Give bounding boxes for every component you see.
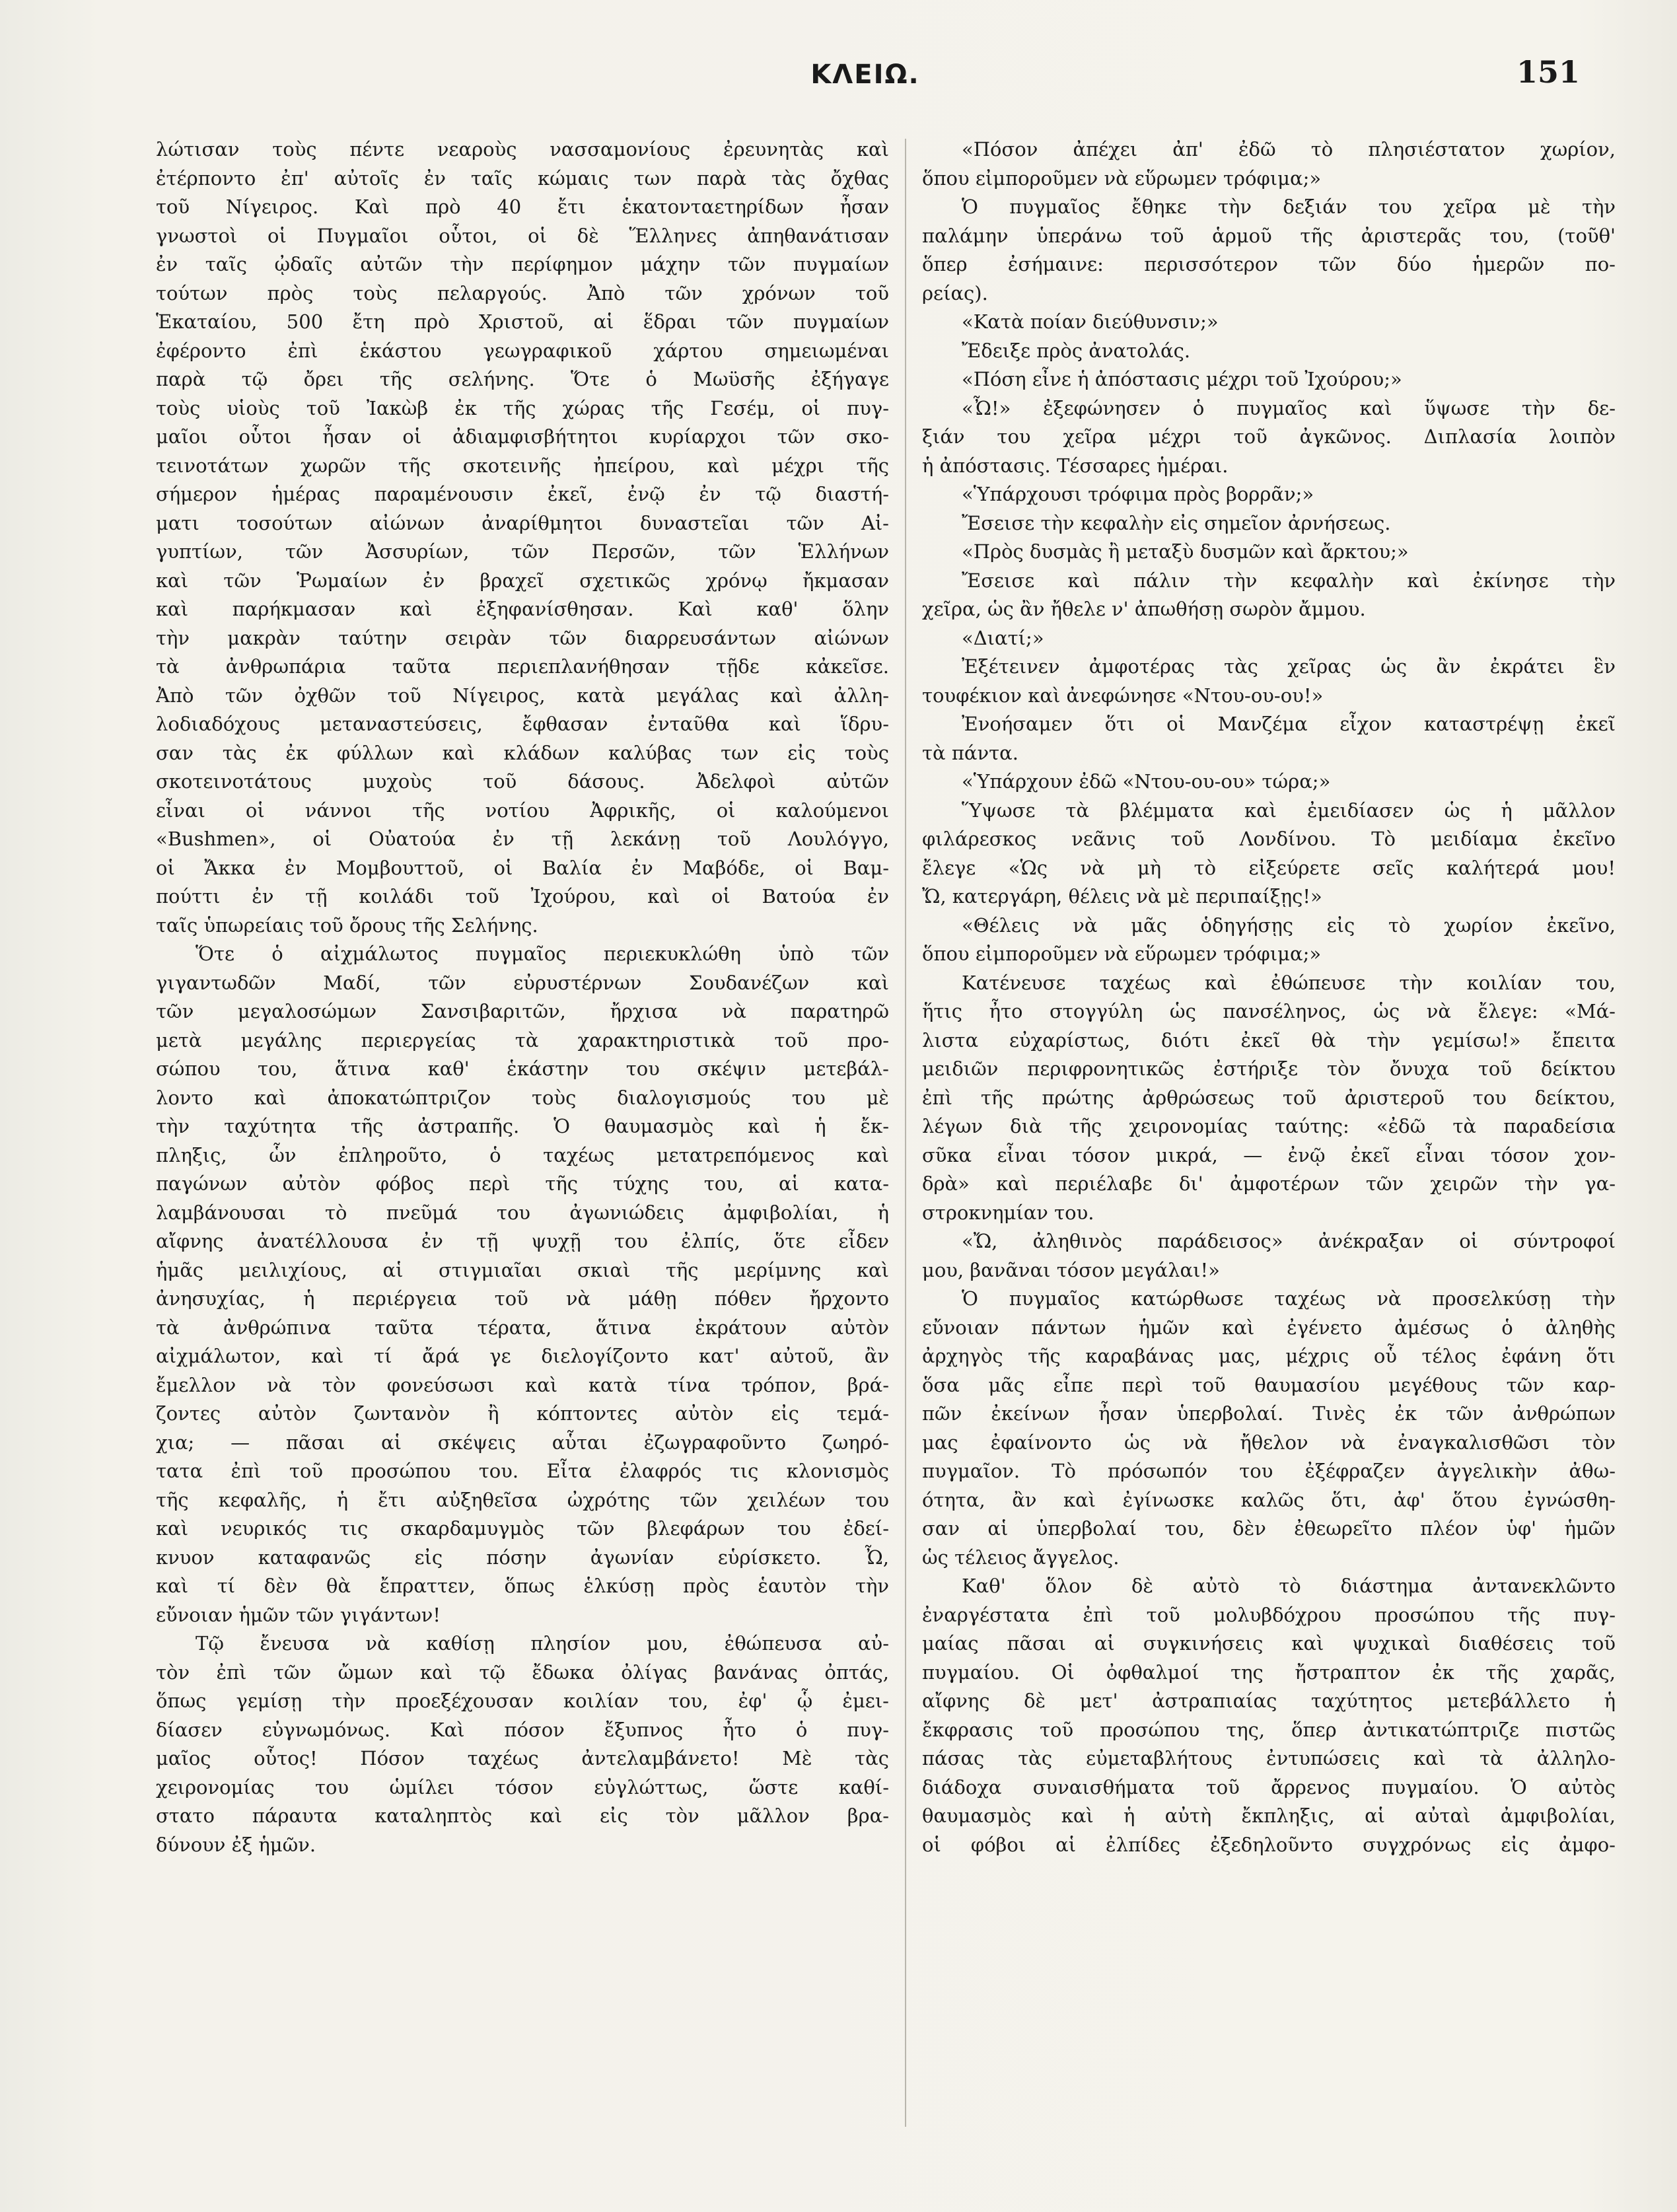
text-line: λιστα εὐχαρίστως, διότι ἐκεῖ θὰ τὴν γεμίσω!» ἔπειτα xyxy=(922,1028,1616,1052)
text-line: διάδοχα συναισθήματα τοῦ ἄρρενος πυγμαίου. Ὁ αὐτὸς xyxy=(922,1775,1616,1799)
text-line: τὰ ἀνθρωπάρια ταῦτα περιεπλανήθησαν τῇδε κἀκεῖσε. xyxy=(156,655,889,678)
text-line: Ἀπὸ τῶν ὀχθῶν τοῦ Νίγειρος, κατὰ μεγάλας καὶ ἀλλη- xyxy=(156,684,889,707)
text-line: καὶ τῶν Ῥωμαίων ἐν βραχεῖ σχετικῶς χρόνῳ ἤκμασαν xyxy=(156,569,889,592)
paragraph xyxy=(922,394,1616,481)
paragraph xyxy=(922,567,1616,624)
text-line: αἴφνης δὲ μετ' ἀστραπιαίας ταχύτητος μετεβάλλετο ἡ xyxy=(922,1690,1616,1712)
paragraph xyxy=(922,911,1616,969)
paragraph xyxy=(922,653,1616,710)
text-line: ἥτις ἦτο στογγύλη ὡς πανσέληνος, ὡς νὰ ἔλεγε: «Μά- xyxy=(922,1000,1616,1022)
text-line: ἐναργέστατα ἐπὶ τοῦ μολυβδόχρου προσώπου τῆς πυγ- xyxy=(922,1603,1616,1626)
text-line: φιλάρεσκος νεᾶνις τοῦ Λονδίνου. Τὸ μειδίαμα ἐκεῖνο xyxy=(922,828,1616,850)
text-line: χειρονομίας του ὡμίλει τόσον εὐγλώττως, ὥστε καθί- xyxy=(156,1775,889,1799)
text-line: «Bushmen», οἱ Οὐατούα ἐν τῇ λεκάνῃ τοῦ Λουλόγγο, xyxy=(156,828,889,850)
text-line: Ὁ πυγμαῖος κατώρθωσε ταχέως νὰ προσελκύσῃ τὴν xyxy=(962,1287,1616,1310)
text-line: μειδιῶν περιφρονητικῶς ἐστήριξε τὸν ὄνυχα τοῦ δείκτου xyxy=(922,1057,1616,1080)
text-line: σκοτεινοτάτους μυχοὺς τοῦ δάσους. Ἀδελφοὶ αὐτῶν xyxy=(156,770,889,793)
text-line: αἰχμάλωτον, καὶ τί ἄρά γε διελογίζοντο κατ' αὐτοῦ, ἂν xyxy=(156,1345,889,1367)
text-line: δύνουν ἐξ ἡμῶν. xyxy=(156,1833,316,1856)
text-line: Ἐξέτεινεν ἀμφοτέρας τὰς χεῖρας ὡς ἂν ἐκράτει ἓν xyxy=(962,655,1616,678)
text-line: λώτισαν τοὺς πέντε νεαροὺς νασσαμονίους ἐρευνητὰς καὶ xyxy=(156,138,889,161)
paragraph xyxy=(922,710,1616,767)
text-line: παρὰ τῷ ὄρει τῆς σελήνης. Ὅτε ὁ Μωϋσῆς ἐξήγαγε xyxy=(156,368,889,390)
paragraph xyxy=(922,509,1616,538)
journal-title: ΚΛΕΙΩ. xyxy=(810,59,920,90)
text-line: σῦκα εἶναι τόσον μικρά, — ἐνῷ ἐκεῖ εἶναι τόσον χον- xyxy=(922,1143,1616,1166)
text-line: ἀνησυχίας, ἡ περιέργεια τοῦ νὰ μάθῃ πόθεν ἤρχοντο xyxy=(156,1287,889,1310)
text-line: ἡμᾶς μειλιχίους, αἱ στιγμιαῖαι σκιαὶ τῆς μερίμνης καὶ xyxy=(156,1258,889,1281)
paragraph xyxy=(156,1629,889,1859)
text-line: Ἔδειξε πρὸς ἀνατολάς. xyxy=(962,339,1191,362)
text-line: «Πρὸς δυσμὰς ἢ μεταξὺ δυσμῶν καὶ ἄρκτου;» xyxy=(962,540,1409,563)
paragraph xyxy=(922,365,1616,394)
text-line: τατα ἐπὶ τοῦ προσώπου του. Εἶτα ἐλαφρός τις κλονισμὸς xyxy=(156,1460,889,1482)
text-line: ἀρχηγὸς τῆς καραβάνας μας, μέχρις οὗ τέλος ἐφάνη ὅτι xyxy=(922,1345,1616,1367)
text-line: τούτων πρὸς τοὺς πελαργούς. Ἀπὸ τῶν χρόνων τοῦ xyxy=(156,281,889,304)
text-line: ἔλεγε «Ὡς νὰ μὴ τὸ εἰξεύρετε σεῖς καλήτερά μου! xyxy=(922,856,1616,879)
text-line: μας ἐφαίνοντο ὡς νὰ ἤθελον νὰ ἐναγκαλισθῶσι τὸν xyxy=(922,1431,1616,1454)
text-line: παγώνων αὐτὸν φόβος περὶ τῆς τύχης του, αἱ κατα- xyxy=(156,1172,889,1195)
text-line: Ἑκαταίου, 500 ἔτη πρὸ Χριστοῦ, αἱ ἕδραι τῶν πυγμαίων xyxy=(156,310,889,333)
text-line: μου, βανᾶναι τόσον μεγάλαι!» xyxy=(922,1258,1220,1281)
text-line: ὅπου εἰμποροῦμεν νὰ εὕρωμεν τρόφιμα;» xyxy=(922,166,1322,190)
text-line: λαμβάνουσαι τὸ πνεῦμά του ἀγωνιώδεις ἀμφιβολίαι, ἡ xyxy=(156,1201,889,1224)
text-line: «Θέλεις νὰ μᾶς ὁδηγήσῃς εἰς τὸ χωρίον ἐκεῖνο, xyxy=(962,913,1616,937)
text-line: ὅπου εἰμποροῦμεν νὰ εὕρωμεν τρόφιμα;» xyxy=(922,943,1322,965)
text-line: «Ὑπάρχουσι τρόφιμα πρὸς βορρᾶν;» xyxy=(962,483,1314,505)
text-line: εἶναι οἱ νάννοι τῆς νοτίου Ἀφρικῆς, οἱ καλούμενοι xyxy=(156,799,889,822)
text-line: ἔμελλον νὰ τὸν φονεύσωσι καὶ κατὰ τίνα τρόπον, βρά- xyxy=(156,1373,889,1396)
text-line: ἐφέροντο ἐπὶ ἑκάστου γεωγραφικοῦ χάρτου σημειωμέναι xyxy=(156,339,889,362)
text-line: ξιάν του χεῖρα μέχρι τοῦ ἀγκῶνος. Διπλασία λοιπὸν xyxy=(922,425,1616,448)
text-line: λοδιαδόχους μεταναστεύσεις, ἔφθασαν ἐνταῦθα καὶ ἵδρυ- xyxy=(156,713,889,735)
text-line: ὡς τέλειος ἄγγελος. xyxy=(922,1546,1120,1569)
paragraph xyxy=(922,1572,1616,1859)
text-line: μαίας πᾶσαι αἱ συγκινήσεις καὶ ψυχικαὶ διαθέσεις τοῦ xyxy=(922,1632,1616,1655)
text-line: ταῖς ὑπωρείαις τοῦ ὄρους τῆς Σελήνης. xyxy=(156,913,538,937)
left-column xyxy=(156,135,889,2157)
text-line: καὶ νευρικός τις σκαρδαμυγμὸς τῶν βλεφάρων του ἐδεί- xyxy=(156,1517,889,1540)
right-column xyxy=(922,135,1616,2157)
text-line: ρείας). xyxy=(922,281,988,304)
text-line: πυγμαίου. Οἱ ὀφθαλμοί της ἤστραπτον ἐκ τῆς χαρᾶς, xyxy=(922,1660,1616,1684)
text-line: οἱ φόβοι αἱ ἐλπίδες ἐξεδηλοῦντο συγχρόνως εἰς ἀμφο- xyxy=(922,1833,1616,1856)
text-line: μαῖος οὗτος! Πόσον ταχέως ἀντελαμβάνετο! Μὲ τὰς xyxy=(156,1747,889,1769)
paragraph xyxy=(922,797,1616,911)
text-line: τὰ ἀνθρώπινα ταῦτα τέρατα, ἅτινα ἐκράτουν αὐτὸν xyxy=(156,1316,889,1339)
text-line: αἴφνης ἀνατέλλουσα ἐν τῇ ψυχῇ του ἐλπίς, ὅτε εἶδεν xyxy=(156,1230,889,1252)
text-line: καὶ παρήκμασαν καὶ ἐξηφανίσθησαν. Καὶ καθ' ὅλην xyxy=(156,598,889,620)
text-line: πάσας τὰς εὐμεταβλήτους ἐντυπώσεις καὶ τὰ ἀλληλο- xyxy=(922,1747,1616,1769)
text-line: γιγαντωδῶν Μαδί, τῶν εὐρυστέρνων Σουδανέζων καὶ xyxy=(156,971,889,994)
text-line: δίασεν εὐγνωμόνως. Καὶ πόσον ἔξυπνος ἦτο ὁ πυγ- xyxy=(156,1718,889,1741)
text-line: χια; — πᾶσαι αἱ σκέψεις αὗται ἐζωγραφοῦντο ζωηρό- xyxy=(156,1431,889,1454)
text-line: «Ὤ, ἀληθινὸς παράδεισος» ἀνέκραξαν οἱ σύντροφοί xyxy=(962,1230,1616,1252)
text-line: τὴν ταχύτητα τῆς ἀστραπῆς. Ὁ θαυμασμὸς καὶ ἡ ἔκ- xyxy=(156,1115,889,1137)
column-divider xyxy=(905,139,906,2127)
text-line: τοὺς υἱοὺς τοῦ Ἰακὼβ ἐκ τῆς χώρας τῆς Γεσέμ, οἱ πυγ- xyxy=(156,396,889,419)
text-line: γυπτίων, τῶν Ἀσσυρίων, τῶν Περσῶν, τῶν Ἑλλήνων xyxy=(156,540,889,563)
paragraph xyxy=(922,480,1616,509)
text-line: «Ὑπάρχουν ἐδῶ «Ντου-ου-ου» τώρα;» xyxy=(962,770,1331,793)
text-line: ὅπως γεμίσῃ τὴν προεξέχουσαν κοιλίαν του, ἐφ' ᾧ ἐμει- xyxy=(156,1690,889,1712)
text-line: πούττι ἐν τῇ κοιλάδι τοῦ Ἰχούρου, καὶ οἱ Βατούα ἐν xyxy=(156,885,889,908)
paragraph xyxy=(922,1227,1616,1285)
paragraph xyxy=(922,337,1616,366)
text-line: ἔκφρασις τοῦ προσώπου της, ὅπερ ἀντικατώπτριζε πιστῶς xyxy=(922,1718,1616,1741)
text-line: τὴν μακρὰν ταύτην σειρὰν τῶν διαρρευσάντων αἰώνων xyxy=(156,626,889,649)
paragraph xyxy=(922,308,1616,337)
text-line: Ἐνοήσαμεν ὅτι οἱ Μανζέμα εἶχον καταστρέψῃ ἐκεῖ xyxy=(962,713,1616,735)
text-line: Ὤ, κατεργάρη, θέλεις νὰ μὲ περιπαίξῃς!» xyxy=(922,885,1322,908)
text-line: σαν αἱ ὑπερβολαί του, δὲν ἐθεωρεῖτο πλέον ὑφ' ἡμῶν xyxy=(922,1517,1616,1540)
page-number: 151 xyxy=(1516,54,1580,90)
text-line: ἐπὶ τῆς πρώτης ἀρθρώσεως τοῦ ἀριστεροῦ του δείκτου, xyxy=(922,1086,1616,1109)
text-line: «Πόσον ἀπέχει ἀπ' ἐδῶ τὸ πλησιέστατον χωρίον, xyxy=(962,138,1616,161)
text-line: λέγων διὰ τῆς χειρονομίας ταύτης: «ἐδῶ τὰ παραδείσια xyxy=(922,1115,1616,1137)
paragraph xyxy=(922,193,1616,308)
text-line: ἡ ἀπόστασις. Τέσσαρες ἡμέραι. xyxy=(922,454,1229,477)
text-line: παλάμην ὑπεράνω τοῦ ἁρμοῦ τῆς ἀριστερᾶς του, (τοῦθ' xyxy=(922,224,1616,247)
text-line: Τῷ ἔνευσα νὰ καθίσῃ πλησίον μου, ἐθώπευσα αὐ- xyxy=(196,1632,889,1655)
text-line: λοντο καὶ ἀποκατώπτριζον τοὺς διαλογισμούς του μὲ xyxy=(156,1086,889,1109)
text-line: εὔνοιαν ἡμῶν τῶν γιγάντων! xyxy=(156,1603,441,1626)
text-line: στατο πάραυτα καταληπτὸς καὶ εἰς τὸν μᾶλλον βρα- xyxy=(156,1804,889,1827)
text-line: ἐν ταῖς ᾠδαῖς αὐτῶν τὴν περίφημον μάχην τῶν πυγμαίων xyxy=(156,253,889,275)
text-line: τὸν ἐπὶ τῶν ὤμων καὶ τῷ ἔδωκα ὀλίγας βανάνας ὀπτάς, xyxy=(156,1660,889,1684)
text-line: κνυον καταφανῶς εἰς πόσην ἀγωνίαν εὑρίσκετο. Ὦ, xyxy=(156,1546,889,1569)
text-line: πῶν ἐκείνων ἦσαν ὑπερβολαί. Τινὲς ἐκ τῶν ἀνθρώπων xyxy=(922,1402,1616,1425)
paragraph xyxy=(922,624,1616,653)
text-line: μετὰ μεγάλης περιεργείας τὰ χαρακτηριστικὰ τοῦ προ- xyxy=(156,1028,889,1052)
text-line: «Πόση εἶνε ἡ ἀπόστασις μέχρι τοῦ Ἰχούρου;» xyxy=(962,368,1402,390)
text-line: ζοντες αὐτὸν ζωντανὸν ἢ κόπτοντες αὐτὸν εἰς τεμά- xyxy=(156,1402,889,1425)
running-head xyxy=(132,53,1598,106)
paragraph xyxy=(922,538,1616,567)
text-line: πληξις, ὧν ἐπληροῦτο, ὁ ταχέως μετατρεπόμενος καὶ xyxy=(156,1143,889,1166)
text-line: τῆς κεφαλῆς, ἡ ἔτι αὐξηθεῖσα ὠχρότης τῶν χειλέων του xyxy=(156,1488,889,1511)
text-line: σαν τὰς ἐκ φύλλων καὶ κλάδων καλύβας των εἰς τοὺς xyxy=(156,741,889,764)
text-line: τοῦ Νίγειρος. Καὶ πρὸ 40 ἔτι ἑκατονταετηρίδων ἦσαν xyxy=(156,196,889,218)
text-line: χεῖρα, ὡς ἂν ἤθελε ν' ἀπωθήσῃ σωρὸν ἄμμου. xyxy=(922,598,1366,620)
text-line: οἱ Ἄκκα ἐν Μομβουττοῦ, οἱ Βαλία ἐν Μαβόδε, οἱ Βαμ- xyxy=(156,856,889,879)
text-line: Ὕψωσε τὰ βλέμματα καὶ ἐμειδίασεν ὡς ἡ μᾶλλον xyxy=(962,799,1616,822)
paragraph xyxy=(922,135,1616,193)
text-line: θαυμασμὸς καὶ ἡ αὐτὴ ἔκπληξις, αἱ αὐταὶ ἀμφιβολίαι, xyxy=(922,1804,1616,1827)
text-line: εὔνοιαν πάντων ἡμῶν καὶ ἐγένετο ἀμέσως ὁ ἀληθὴς xyxy=(922,1316,1616,1339)
text-line: μαῖοι οὗτοι ἦσαν οἱ ἀδιαμφισβήτητοι κυρίαρχοι τῶν σκο- xyxy=(156,425,889,448)
text-line: τῶν μεγαλοσώμων Σανσιβαριτῶν, ἤρχισα νὰ παρατηρῶ xyxy=(156,1000,889,1022)
paragraph xyxy=(922,1285,1616,1572)
paragraph xyxy=(922,767,1616,797)
text-line: ότητα, ἂν καὶ ἐγίνωσκε καλῶς ὅτι, ἀφ' ὅτου ἐγνώσθη- xyxy=(922,1488,1616,1511)
text-line: ματι τοσούτων αἰώνων ἀναρίθμητοι δυναστεῖαι τῶν Αἰ- xyxy=(156,511,889,534)
text-line: Ἔσεισε τὴν κεφαλὴν εἰς σημεῖον ἀρνήσεως. xyxy=(962,511,1391,534)
text-line: τὰ πάντα. xyxy=(922,741,1018,764)
text-line: τουφέκιον καὶ ἀνεφώνησε «Ντου-ου-ου!» xyxy=(922,684,1324,707)
text-line: ἐτέρποντο ἐπ' αὐτοῖς ἐν ταῖς κώμαις των παρὰ τὰς ὄχθας xyxy=(156,166,889,190)
text-line: «Ὦ!» ἐξεφώνησεν ὁ πυγμαῖος καὶ ὕψωσε τὴν δε- xyxy=(962,396,1616,419)
text-line: στροκνημίαν του. xyxy=(922,1201,1094,1224)
text-line: γνωστοὶ οἱ Πυγμαῖοι οὗτοι, οἱ δὲ Ἕλληνες ἀπηθανάτισαν xyxy=(156,224,889,247)
text-line: σήμερον ἡμέρας παραμένουσιν ἐκεῖ, ἐνῷ ἐν τῷ διαστή- xyxy=(156,483,889,505)
text-line: σώπου του, ἅτινα καθ' ἑκάστην του σκέψιν μετεβάλ- xyxy=(156,1057,889,1080)
paragraph xyxy=(922,969,1616,1228)
text-line: ὅσα μᾶς εἶπε περὶ τοῦ θαυμασίου μεγέθους τῶν καρ- xyxy=(922,1373,1616,1396)
text-line: Καθ' ὅλον δὲ αὐτὸ τὸ διάστημα ἀντανεκλῶντο xyxy=(962,1575,1616,1597)
text-line: πυγμαῖον. Τὸ πρόσωπόν του ἐξέφραζεν ἀγγελικὴν ἀθω- xyxy=(922,1460,1616,1482)
text-line: Ἔσεισε καὶ πάλιν τὴν κεφαλὴν καὶ ἐκίνησε τὴν xyxy=(962,569,1616,592)
text-line: Κατένευσε ταχέως καὶ ἐθώπευσε τὴν κοιλίαν του, xyxy=(962,971,1616,994)
text-line: καὶ τί δὲν θὰ ἔπραττεν, ὅπως ἑλκύσῃ πρὸς ἑαυτὸν τὴν xyxy=(156,1575,889,1597)
text-line: δρὰ» καὶ περιέλαβε δι' ἀμφοτέρων τῶν χειρῶν τὴν γα- xyxy=(922,1172,1616,1195)
paragraph xyxy=(156,940,889,1629)
text-line: ὅπερ ἐσήμαινε: περισσότερον τῶν δύο ἡμερῶν πο- xyxy=(922,253,1616,275)
paragraph xyxy=(156,135,889,940)
text-line: Ὁ πυγμαῖος ἔθηκε τὴν δεξιάν του χεῖρα μὲ τὴν xyxy=(962,196,1616,218)
text-line: τεινοτάτων χωρῶν τῆς σκοτεινῆς ἠπείρου, καὶ μέχρι τῆς xyxy=(156,454,889,477)
text-line: Ὅτε ὁ αἰχμάλωτος πυγμαῖος περιεκυκλώθη ὑπὸ τῶν xyxy=(196,943,889,965)
text-line: «Διατί;» xyxy=(962,626,1044,649)
text-line: «Κατὰ ποίαν διεύθυνσιν;» xyxy=(962,310,1219,333)
